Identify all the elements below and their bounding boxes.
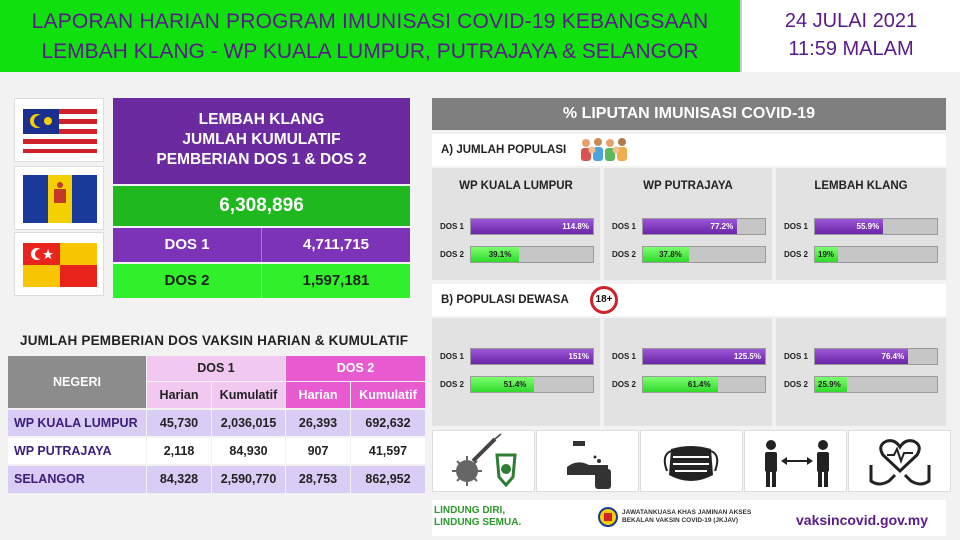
cumulative-title-line1: LEMBAH KLANG (198, 111, 325, 128)
row-d1-kumulatif: 2,036,015 (212, 410, 285, 436)
dos2-coverage-bar (642, 246, 766, 263)
dos1-bar-label: DOS 1 (440, 222, 465, 231)
adult-badge: 18+ (590, 286, 618, 314)
row-negeri: WP KUALA LUMPUR (8, 410, 146, 436)
coverage-panel-adult (604, 318, 774, 426)
row-d2-kumulatif: 862,952 (351, 466, 425, 493)
dos2-coverage-bar (642, 376, 766, 393)
cumulative-dos2-row (113, 264, 410, 298)
jkjav-line2: BEKALAN VAKSIN COVID-19 (JKJAV) (622, 517, 739, 524)
date-box (740, 0, 960, 72)
row-d2-harian: 28,753 (286, 466, 350, 493)
dos2-bar-label: DOS 2 (612, 380, 637, 389)
row-d2-kumulatif: 692,632 (351, 410, 425, 436)
social-distance-icon (745, 431, 848, 493)
dos1-bar-label: DOS 1 (612, 222, 637, 231)
flag-selangor-icon (15, 233, 105, 297)
website-link[interactable]: vaksincovid.gov.my (796, 512, 929, 528)
dos2-bar-label: DOS 2 (784, 250, 809, 259)
cumulative-dos1-row (113, 228, 410, 262)
region-title: LEMBAH KLANG (814, 180, 908, 192)
col-dos1-kumulatif: Kumulatif (212, 382, 285, 408)
dos1-coverage-bar (642, 218, 766, 235)
dos1-coverage-bar (470, 348, 594, 365)
slogan (434, 505, 521, 529)
slogan-line2: LINDUNG SEMUA. (434, 517, 522, 528)
dos1-bar-value: 55.9% (856, 222, 880, 231)
dos1-bar-label: DOS 1 (440, 352, 465, 361)
dos2-bar-value: 39.1% (488, 250, 512, 259)
dos1-bar-value: 125.5% (733, 352, 761, 361)
daily-dose-table (8, 356, 425, 496)
dos1-coverage-bar (470, 218, 594, 235)
dos2-bar-label: DOS 2 (784, 380, 809, 389)
col-negeri: NEGERI (8, 356, 146, 408)
row-d1-kumulatif: 2,590,770 (212, 466, 285, 493)
dos1-bar-label: DOS 1 (612, 352, 637, 361)
row-d2-harian: 26,393 (286, 410, 350, 436)
cumulative-title-line3: PEMBERIAN DOS 1 & DOS 2 (156, 151, 367, 168)
row-d1-harian: 84,328 (147, 466, 211, 493)
header-banner (0, 0, 740, 72)
col-dos2-kumulatif: Kumulatif (351, 382, 425, 408)
dos2-bar-value: 19% (818, 250, 835, 259)
dos1-coverage-bar (642, 348, 766, 365)
cumulative-title (113, 98, 410, 184)
hand-sanitizer-icon (537, 431, 640, 493)
jkjav-line1: JAWATANKUASA KHAS JAMINAN AKSES (622, 509, 752, 516)
dos2-value: 1,597,181 (261, 264, 410, 298)
face-mask-icon (641, 431, 744, 493)
report-time: 11:59 MALAM (788, 38, 914, 60)
heart-care-icon (849, 431, 952, 493)
row-d1-kumulatif: 84,930 (212, 438, 285, 464)
row-d2-kumulatif: 41,597 (351, 438, 425, 464)
dos1-value: 4,711,715 (261, 228, 410, 262)
dos2-bar-value: 37.8% (659, 250, 682, 259)
dos2-bar-label: DOS 2 (612, 250, 637, 259)
section-adult-label: B) POPULASI DEWASA (441, 294, 569, 306)
flag-putrajaya-icon (15, 167, 105, 231)
col-dos2: DOS 2 (286, 356, 425, 381)
report-title: LAPORAN HARIAN PROGRAM IMUNISASI COVID-19 KEBANGSAAN (31, 10, 709, 33)
icon-box (640, 430, 743, 492)
icon-box (744, 430, 847, 492)
dos1-bar-label: DOS 1 (784, 352, 809, 361)
vaccine-virus-icon (433, 431, 536, 493)
report-date: 24 JULAI 2021 (784, 10, 918, 32)
dos1-coverage-bar (814, 348, 938, 365)
dos2-bar-label: DOS 2 (440, 380, 465, 389)
section-adult-header (432, 284, 946, 316)
dos2-coverage-bar (814, 246, 938, 263)
dos1-bar-value: 77.2% (710, 222, 734, 231)
coverage-panel-population (432, 168, 602, 280)
row-d1-harian: 45,730 (147, 410, 211, 436)
coverage-panel-adult (432, 318, 602, 426)
dos2-bar-value: 51.4% (503, 380, 527, 389)
coverage-panel-adult (776, 318, 946, 426)
col-dos2-harian: Harian (286, 382, 350, 408)
coverage-panel-population (604, 168, 774, 280)
selangor-flag (14, 232, 104, 296)
row-d2-harian: 907 (286, 438, 350, 464)
cumulative-title-line2: JUMLAH KUMULATIF (182, 131, 341, 148)
dos2-label: DOS 2 (164, 272, 210, 289)
dos1-bar-label: DOS 1 (784, 222, 809, 231)
daily-table-title: JUMLAH PEMBERIAN DOS VAKSIN HARIAN & KUMULATIF (20, 333, 409, 348)
dos1-bar-value: 151% (568, 352, 589, 361)
slogan-line1: LINDUNG DIRI, (434, 505, 506, 516)
row-negeri: WP PUTRAJAYA (8, 438, 146, 464)
dos1-bar-value: 114.8% (562, 222, 589, 231)
icon-box (848, 430, 951, 492)
flag-kl-icon (15, 99, 105, 163)
col-dos1-harian: Harian (147, 382, 211, 408)
dos1-bar-value: 76.4% (881, 352, 905, 361)
dos2-bar-label: DOS 2 (440, 250, 465, 259)
dos2-bar-value: 25.9% (818, 380, 841, 389)
region-title: WP PUTRAJAYA (643, 180, 733, 192)
icon-box (432, 430, 535, 492)
dos2-coverage-bar (470, 246, 594, 263)
icon-box (536, 430, 639, 492)
section-population-label: A) JUMLAH POPULASI (441, 144, 567, 156)
cumulative-total: 6,308,896 (113, 186, 410, 226)
dos2-coverage-bar (470, 376, 594, 393)
kuala-lumpur-flag (14, 98, 104, 162)
report-subtitle: LEMBAH KLANG - WP KUALA LUMPUR, PUTRAJAYA & SELANGOR (41, 40, 699, 63)
region-title: WP KUALA LUMPUR (459, 180, 573, 192)
section-population-header (432, 134, 946, 166)
dos1-label: DOS 1 (164, 236, 210, 253)
dos2-bar-value: 61.4% (687, 380, 711, 389)
putrajaya-flag (14, 166, 104, 230)
jkjav-logo-icon (598, 506, 618, 528)
row-negeri: SELANGOR (8, 466, 146, 493)
dos1-coverage-bar (814, 218, 938, 235)
dos2-coverage-bar (814, 376, 938, 393)
crowd-icon (576, 134, 636, 166)
jkjav-text (622, 509, 751, 525)
coverage-panel-population (776, 168, 946, 280)
coverage-title: % LIPUTAN IMUNISASI COVID-19 (432, 98, 946, 130)
col-dos1: DOS 1 (147, 356, 285, 381)
row-d1-harian: 2,118 (147, 438, 211, 464)
